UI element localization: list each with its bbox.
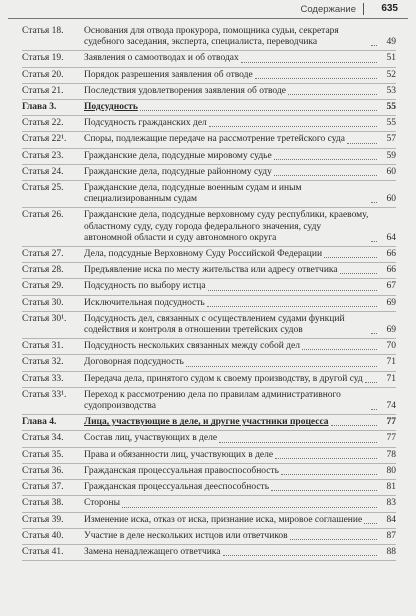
toc-chapter-row xyxy=(22,415,396,431)
dot-leader xyxy=(122,506,377,508)
toc-title: Подсудность гражданских дел xyxy=(84,118,207,129)
dot-leader xyxy=(288,93,377,95)
toc-title-cell xyxy=(84,102,378,113)
toc-title-cell xyxy=(84,390,378,412)
toc-page-number: 60 xyxy=(386,194,396,205)
toc-title-cell xyxy=(84,298,378,309)
toc-label: Статья 33. xyxy=(22,373,64,384)
toc-row xyxy=(22,132,396,148)
toc-chapter-row xyxy=(22,100,396,116)
toc-row xyxy=(22,24,396,51)
dot-leader xyxy=(371,408,377,410)
dot-leader xyxy=(255,77,377,79)
toc-label: Статья 22¹. xyxy=(22,134,67,145)
toc-title-cell xyxy=(84,531,378,542)
toc-title: Гражданские дела, подсудные военным судам и иным специализированным судам xyxy=(84,183,302,205)
toc-title-cell xyxy=(84,86,378,97)
dot-leader xyxy=(223,554,378,556)
dot-leader xyxy=(208,289,377,291)
toc-title-cell xyxy=(84,134,378,145)
toc-title: Подсудность xyxy=(84,102,138,113)
toc-label: Статья 40. xyxy=(22,530,64,541)
toc-row xyxy=(22,149,396,165)
toc-row xyxy=(22,68,396,84)
toc-row xyxy=(22,339,396,355)
toc-title: Переход к рассмотрению дела по правилам административного судопроизводства xyxy=(84,389,341,412)
toc-title: Гражданские дела, подсудные верховному суду республики, краевому, областному суду, суду города федерального значения, суду автономной области и суду автономного округа xyxy=(84,210,369,243)
toc-row xyxy=(22,480,396,496)
dot-leader xyxy=(207,305,377,307)
dot-leader xyxy=(274,158,377,160)
toc-label: Статья 34. xyxy=(22,433,64,444)
toc-row xyxy=(22,464,396,480)
toc-page-number: 80 xyxy=(386,465,396,476)
toc-label: Статья 32. xyxy=(22,357,64,368)
toc-title-cell xyxy=(84,417,378,428)
toc-page-number: 78 xyxy=(386,449,396,460)
toc-page-number: 69 xyxy=(386,325,396,336)
toc-page-number: 59 xyxy=(386,150,396,161)
toc-row xyxy=(22,247,396,263)
dot-leader xyxy=(140,109,377,111)
toc-title: Порядок разрешения заявления об отводе xyxy=(84,69,253,80)
page-header xyxy=(0,0,416,20)
dot-leader xyxy=(274,174,377,176)
toc-page-number: 55 xyxy=(386,102,396,113)
toc-label: Статья 31. xyxy=(22,341,64,352)
toc-title-cell xyxy=(84,118,378,129)
toc-title-cell xyxy=(84,249,378,260)
toc-title: Последствия удовлетворения заявления об отводе xyxy=(84,85,286,96)
dot-leader xyxy=(371,332,377,334)
toc-title-cell xyxy=(84,167,378,178)
running-header-section: Содержание xyxy=(300,4,356,15)
toc-title-cell xyxy=(84,210,378,244)
toc-label: Статья 27. xyxy=(22,249,64,260)
toc-label: Статья 19. xyxy=(22,53,64,64)
toc-label: Статья 35. xyxy=(22,449,64,460)
toc-title: Состав лиц, участвующих в деле xyxy=(84,433,218,444)
dot-leader xyxy=(331,424,377,426)
toc-title-cell xyxy=(84,341,378,352)
toc-title: Споры, подлежащие передаче на рассмотрение третейского суда xyxy=(84,134,345,145)
toc-label: Статья 36. xyxy=(22,465,64,476)
toc-page-number: 57 xyxy=(386,134,396,145)
toc-label: Статья 30¹. xyxy=(22,313,67,324)
toc-page-number: 74 xyxy=(386,401,396,412)
toc-title: Дела, подсудные Верховному Суду Российской Федерации xyxy=(84,249,323,260)
toc-label: Статья 22. xyxy=(22,118,64,129)
toc-page-number: 84 xyxy=(386,514,396,525)
toc-title-cell xyxy=(84,26,378,48)
toc-title-cell xyxy=(84,183,378,205)
dot-leader xyxy=(347,142,377,144)
toc-label: Статья 33¹. xyxy=(22,389,67,400)
toc-title-cell xyxy=(84,151,378,162)
toc-title-cell xyxy=(84,265,378,276)
dot-leader xyxy=(271,489,377,491)
toc-title-cell xyxy=(84,482,378,493)
toc-title: Гражданская процессуальная дееспособность xyxy=(84,482,270,493)
toc-page-number: 81 xyxy=(386,482,396,493)
toc-row xyxy=(22,448,396,464)
toc-row xyxy=(22,296,396,312)
toc-label: Статья 28. xyxy=(22,265,64,276)
toc-page-number: 88 xyxy=(386,546,396,557)
toc-label: Статья 20. xyxy=(22,69,64,80)
toc-title-cell xyxy=(84,53,378,64)
toc-row xyxy=(22,513,396,529)
toc-title: Гражданские дела, подсудные районному суду xyxy=(84,166,272,177)
toc-row xyxy=(22,165,396,181)
toc-title-cell xyxy=(84,314,378,336)
toc-title: Договорная подсудность xyxy=(84,357,184,368)
toc-row xyxy=(22,312,396,339)
toc-title: Изменение иска, отказ от иска, признание иска, мировое соглашение xyxy=(84,514,363,525)
toc-page-number: 66 xyxy=(386,265,396,276)
dot-leader xyxy=(219,441,377,443)
dot-leader xyxy=(275,457,377,459)
dot-leader xyxy=(371,44,377,46)
toc-page-number: 69 xyxy=(386,297,396,308)
toc-row xyxy=(22,431,396,447)
dot-leader xyxy=(340,272,377,274)
toc-label: Статья 30. xyxy=(22,297,64,308)
dot-leader xyxy=(371,201,377,203)
toc-page-number: 53 xyxy=(386,85,396,96)
toc-label: Статья 26. xyxy=(22,210,64,221)
toc-title: Исключительная подсудность xyxy=(84,297,205,308)
toc-label: Статья 37. xyxy=(22,482,64,493)
toc-title: Заявления о самоотводах и об отводах xyxy=(84,53,239,64)
toc-page-number: 77 xyxy=(386,417,396,428)
header-rule xyxy=(8,18,408,19)
toc-title: Участие в деле нескольких истцов или ответчиков xyxy=(84,530,288,541)
toc-title: Подсудность дел, связанных с осуществлением судами функций содействия и контроля в отношении третейских судов xyxy=(84,313,345,336)
toc-row xyxy=(22,51,396,67)
toc-title: Передача дела, принятого судом к своему производству, в другой суд xyxy=(84,373,363,384)
toc-page-number: 60 xyxy=(386,166,396,177)
toc-title-cell xyxy=(84,547,378,558)
toc-title-cell xyxy=(84,450,378,461)
toc-title-cell xyxy=(84,281,378,292)
dot-leader xyxy=(324,256,377,258)
toc-page-number: 51 xyxy=(386,53,396,64)
toc-row xyxy=(22,116,396,132)
toc-title: Замена ненадлежащего ответчика xyxy=(84,546,221,557)
toc-page-number: 71 xyxy=(386,373,396,384)
toc-page-number: 55 xyxy=(386,118,396,129)
dot-leader xyxy=(281,473,377,475)
toc-title-cell xyxy=(84,374,378,385)
toc-label: Статья 23. xyxy=(22,150,64,161)
toc-label: Статья 25. xyxy=(22,183,64,194)
toc-row xyxy=(22,496,396,512)
toc-row xyxy=(22,372,396,388)
toc-page-number: 67 xyxy=(386,281,396,292)
toc-label: Статья 24. xyxy=(22,166,64,177)
toc-title-cell xyxy=(84,515,378,526)
toc-label: Глава 3. xyxy=(22,102,57,113)
dot-leader xyxy=(371,240,377,242)
toc-page-number: 64 xyxy=(386,232,396,243)
toc-label: Статья 39. xyxy=(22,514,64,525)
toc-page-number: 77 xyxy=(386,433,396,444)
toc-row xyxy=(22,84,396,100)
toc-label: Статья 18. xyxy=(22,26,64,36)
toc-label: Статья 21. xyxy=(22,85,64,96)
toc-title: Подсудность по выбору истца xyxy=(84,281,206,292)
table-of-contents xyxy=(22,24,396,561)
toc-title: Предъявление иска по месту жительства или адресу ответчика xyxy=(84,265,338,276)
dot-leader xyxy=(290,538,377,540)
toc-title: Гражданская процессуальная правоспособность xyxy=(84,465,279,476)
toc-title: Стороны xyxy=(84,498,120,509)
toc-label: Статья 29. xyxy=(22,281,64,292)
toc-row xyxy=(22,279,396,295)
toc-page-number: 49 xyxy=(386,37,396,48)
toc-row xyxy=(22,263,396,279)
toc-row xyxy=(22,545,396,561)
toc-page-number: 71 xyxy=(386,357,396,368)
toc-title-cell xyxy=(84,466,378,477)
toc-title-cell xyxy=(84,357,378,368)
dot-leader xyxy=(186,365,377,367)
toc-page-number: 70 xyxy=(386,341,396,352)
toc-label: Глава 4. xyxy=(22,417,57,428)
toc-page-number: 83 xyxy=(386,498,396,509)
toc-row xyxy=(22,208,396,247)
toc-page-number: 66 xyxy=(386,249,396,260)
dot-leader xyxy=(365,381,377,383)
toc-title: Основания для отвода прокурора, помощника судьи, секретаря судебного заседания, эксперта, специалиста, переводчика xyxy=(84,26,339,48)
toc-row xyxy=(22,388,396,415)
dot-leader xyxy=(302,348,377,350)
toc-row xyxy=(22,355,396,371)
toc-title: Подсудность нескольких связанных между собой дел xyxy=(84,341,300,352)
toc-row xyxy=(22,529,396,545)
dot-leader xyxy=(209,125,377,127)
toc-title-cell xyxy=(84,70,378,81)
dot-leader xyxy=(364,522,377,524)
toc-title: Права и обязанности лиц, участвующих в деле xyxy=(84,449,274,460)
toc-label: Статья 38. xyxy=(22,498,64,509)
toc-title: Гражданские дела, подсудные мировому судье xyxy=(84,150,272,161)
header-separator xyxy=(363,3,364,15)
toc-title: Лица, участвующие в деле, и другие участники процесса xyxy=(84,417,329,428)
toc-page-number: 52 xyxy=(386,69,396,80)
dot-leader xyxy=(241,61,377,63)
toc-page-number: 87 xyxy=(386,530,396,541)
toc-title-cell xyxy=(84,433,378,444)
toc-label: Статья 41. xyxy=(22,546,64,557)
toc-row xyxy=(22,181,396,208)
page-number: 635 xyxy=(381,3,398,14)
toc-title-cell xyxy=(84,498,378,509)
